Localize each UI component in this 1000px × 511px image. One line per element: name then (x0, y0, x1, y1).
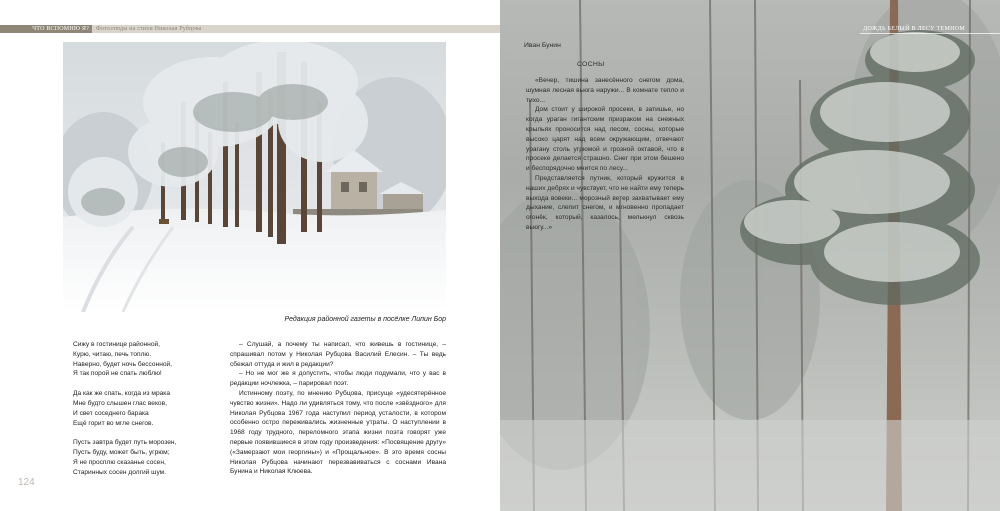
book-subtitle: Фотоэтюды на стихи Николая Рубцова (96, 26, 202, 32)
prose-paragraph: – Но не мог же я допустить, чтобы люди подумали, что у вас в редакции ночлежка, – парировал поэт. (230, 370, 446, 388)
quote-paragraph: Представляется путник, который кружится в наших дебрях и чувствует, что не найти ему теперь выхода вовеки... морозный ветер захватывает ему дыхание, слепит снегом, и мгновенно пропадает огонёк, который, казалось, мелькнул сквозь вьюгу...» (526, 174, 684, 231)
poem-line: Наверно, будет ночь бессонной, (73, 360, 173, 368)
quote-title: СОСНЫ (577, 61, 605, 68)
poem (73, 340, 213, 488)
poem-line: Ещё горит во мгле снегов. (73, 419, 154, 427)
poem-line: Я так порой не спать люблю! (73, 370, 162, 378)
poem-line: И свет соседнего барака (73, 409, 149, 417)
header-rule (860, 33, 1000, 34)
poem-line: Старинных сосен долгий шум. (73, 468, 167, 476)
poem-stanza (73, 389, 213, 428)
poem-line: Да как же спать, когда из мрака (73, 390, 170, 398)
poem-line: Мне будто слышен глас веков, (73, 399, 167, 407)
quote-paragraph: Дом стоит у широкой просеки, в затишье, но когда ураган гигантским призраком на снежных крыльях проносится над лесом, сосны, которые высоко царят над всем окружающим, отвечают урагану столь угрюмой и грозной октавой, что в просеке делается страшно. Снег при этом бешено и беспорядочно мчится по лесу... (526, 106, 684, 173)
prose-column (230, 340, 446, 477)
poem-line: Пусть завтра будет путь морозен, (73, 439, 177, 447)
right-page-forest-photo (500, 0, 1000, 511)
poem-stanza (73, 340, 213, 379)
winter-village-photo (63, 42, 446, 312)
running-header-right: ДОЖДЬ БЕЛЫЙ В ЛЕСУ ТЕМНОМ (863, 26, 965, 32)
quote-author: Иван Бунин (524, 42, 561, 49)
poem-line: Курю, читаю, печь топлю. (73, 350, 152, 358)
section-tag: ЧТО ВСПОМНЮ Я? (0, 25, 92, 33)
prose-paragraph: – Слушай, а почему ты написал, что живешь в гостинице, – спрашивал потом у Николая Рубцова Василий Елесин. – Ты ведь сбежал оттуда и жил в редакции? (230, 341, 446, 368)
prose-paragraph: Истинному поэту, по мнению Рубцова, присуще «удесятерённое чувство жизни». Надо ли удивляться тому, что после «звёздного» для Николая Рубцова 1967 года наступил период усталости, в котором особенно остро переживались жизненные утраты. О наступлении в 1968 году трудного, переломного этапа жизни поэта говорят уже первые появившиеся в этом году произведения: «Посвящение другу» («Замерзают мои георгины») и «Прощальное». В это время сосны Николая Рубцова начинают перезвавиваться с соснами Ивана Бунина и Николая Клюева. (230, 389, 446, 476)
poem-stanza (73, 438, 213, 477)
poem-line: Сижу в гостинице районной, (73, 341, 160, 348)
photo-caption: Редакция районной газеты в посёлке Липин Бор (284, 316, 446, 323)
page-number: 124 (18, 477, 35, 488)
quote-text (526, 76, 684, 233)
poem-line: Пусть буду, может быть, угрюм; (73, 449, 170, 457)
poem-line: Я не просплю сказанье сосен, (73, 458, 166, 466)
quote-paragraph: «Вечер, тишина занесённого снегом дома, шумная лесная вьюга наружи... В комнате тепло и тихо... (526, 77, 684, 104)
